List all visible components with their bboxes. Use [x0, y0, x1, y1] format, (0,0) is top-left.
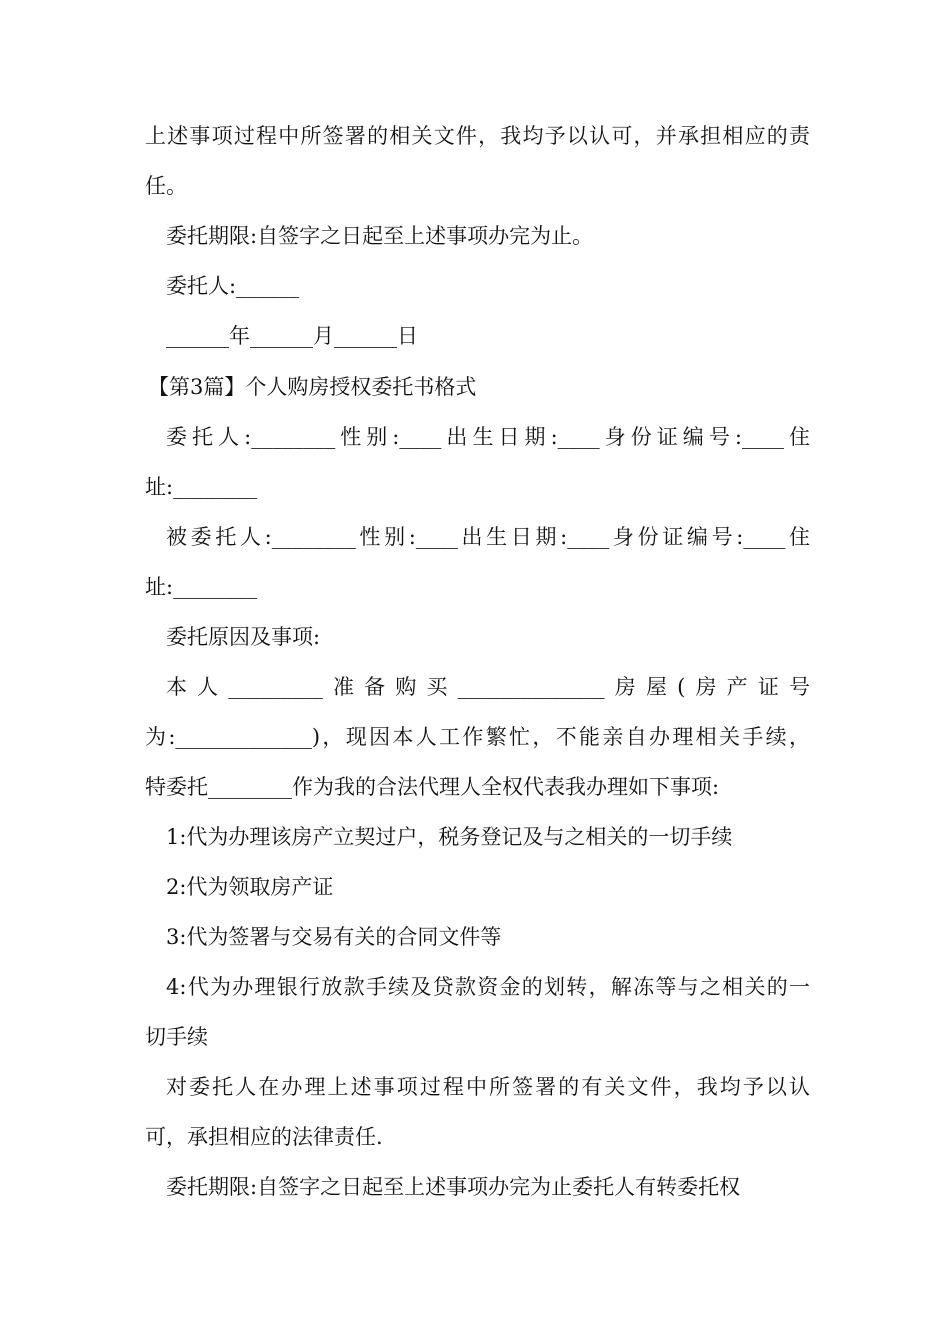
list-item: 3:代为签署与交易有关的合同文件等 [166, 925, 502, 949]
section-heading: 【第3篇】个人购房授权委托书格式 [148, 375, 477, 399]
paragraph-line: 委托人:________性别:____出生日期:____身份证编号:____住 [166, 425, 810, 449]
paragraph-line: 本人_________准备购买______________房屋(房产证号 [166, 675, 810, 699]
list-item: 2:代为领取房产证 [166, 875, 334, 899]
date-line: ______年______月______日 [166, 324, 418, 348]
list-item: 1:代为办理该房产立契过户，税务登记及与之相关的一切手续 [166, 825, 733, 849]
paragraph-line: 上述事项过程中所签署的相关文件，我均予以认可，并承担相应的责 [145, 124, 810, 148]
paragraph-line: 为:_____________)，现因本人工作繁忙，不能亲自办理相关手续， [145, 725, 810, 749]
paragraph-line: 委托期限:自签字之日起至上述事项办完为止委托人有转委托权 [166, 1175, 741, 1199]
paragraph-line: 址:________ [145, 575, 258, 599]
list-item: 切手续 [145, 1025, 208, 1049]
paragraph-line: 委托原因及事项: [166, 625, 321, 649]
signature-line: 委托人:______ [166, 274, 300, 298]
paragraph-line: 址:________ [145, 475, 258, 499]
list-item: 4:代为办理银行放款手续及贷款资金的划转，解冻等与之相关的一 [166, 975, 810, 999]
paragraph-line: 任。 [145, 174, 187, 198]
paragraph-line: 委托期限:自签字之日起至上述事项办完为止。 [166, 224, 594, 248]
paragraph-line: 对委托人在办理上述事项过程中所签署的有关文件，我均予以认 [166, 1075, 810, 1099]
paragraph-line: 可，承担相应的法律责任. [145, 1125, 383, 1149]
paragraph-line: 被委托人:________性别:____出生日期:____身份证编号:____住 [166, 525, 810, 549]
paragraph-line: 特委托________作为我的合法代理人全权代表我办理如下事项: [145, 775, 720, 799]
